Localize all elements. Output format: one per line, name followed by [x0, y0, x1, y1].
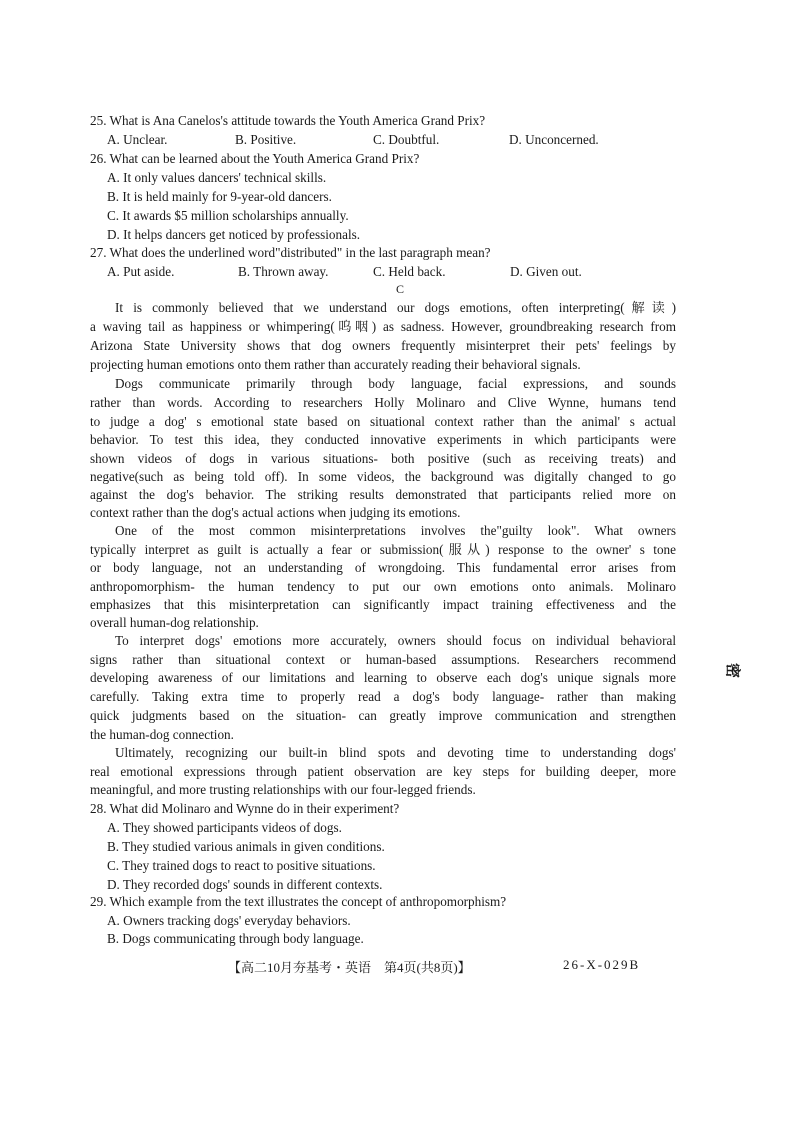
question-26-option-c[interactable]: C. It awards $5 million scholarships annually. — [107, 208, 349, 223]
question-28-option-d[interactable]: D. They recorded dogs' sounds in different contexts. — [107, 877, 383, 892]
passage-line: Arizona State University shows that dog owners frequently misinterpret their pets' feelings by — [90, 338, 676, 353]
option-c[interactable]: C. Held back. — [373, 264, 446, 279]
passage-line: context rather than the dog's actual actions when judging its emotions. — [90, 505, 461, 520]
passage-line: overall human-dog relationship. — [90, 615, 259, 630]
option-b[interactable]: B. Positive. — [235, 132, 297, 147]
question-28-option-b[interactable]: B. They studied various animals in given conditions. — [107, 839, 385, 854]
option-c[interactable]: C. Doubtful. — [373, 132, 440, 147]
passage-line: Ultimately, recognizing our built-in blind spots and devoting time to understanding dogs' — [115, 745, 676, 760]
passage-line: the human-dog connection. — [90, 727, 234, 742]
question-25-stem: 25. What is Ana Canelos's attitude towards the Youth America Grand Prix? — [90, 113, 486, 128]
passage-line: to judge a dog' s emotional state based on situational context rather than the animal' s actual — [90, 414, 676, 429]
passage-line: signs rather than situational context or human-based assumptions. Researchers recommend — [90, 652, 676, 667]
passage-line: against the dog's behavior. The striking results demonstrated that participants relied more on — [90, 487, 676, 502]
passage-line: real emotional expressions through patient observation are key steps for building deeper, more — [90, 764, 676, 779]
margin-seal-mark: 密 — [724, 663, 740, 679]
passage-line: quick judgments based on the situation- can greatly improve communication and strengthen — [90, 708, 676, 723]
passage-line: typically interpret as guilt is actually a fear or submission(服从) response to the owner' s tone — [90, 542, 676, 557]
passage-line: It is commonly believed that we understand our dogs emotions, often interpreting(解读) — [115, 300, 676, 315]
passage-line: shown videos of dogs in various situations- both positive (such as receiving treats) and — [90, 451, 676, 466]
passage-line: a waving tail as happiness or whimpering(呜咽) as sadness. However, groundbreaking research from — [90, 319, 676, 334]
option-d[interactable]: D. Given out. — [510, 264, 582, 279]
option-d[interactable]: D. Unconcerned. — [509, 132, 599, 147]
passage-line: rather than words. According to researchers Holly Molinaro and Clive Wynne, humans tend — [90, 395, 676, 410]
passage-line: emphasizes that this misinterpretation can significantly impact training effectiveness and the — [90, 597, 676, 612]
passage-line: To interpret dogs' emotions more accurately, owners should focus on individual behavioral — [115, 633, 676, 648]
passage-line: developing awareness of our limitations and learning to observe each dog's unique signals more — [90, 670, 676, 685]
question-27-stem: 27. What does the underlined word"distributed" in the last paragraph mean? — [90, 245, 491, 260]
passage-line: Dogs communicate primarily through body language, facial expressions, and sounds — [115, 376, 676, 391]
passage-line: behavior. To test this idea, they conducted innovative experiments in which participants were — [90, 432, 676, 447]
passage-line: carefully. Taking extra time to properly read a dog's body language- rather than making — [90, 689, 676, 704]
passage-line: projecting human emotions onto them rather than accurately reading their behavioral signals. — [90, 357, 581, 372]
question-26-option-b[interactable]: B. It is held mainly for 9-year-old dancers. — [107, 189, 332, 204]
footer-code: 26-X-029B — [563, 957, 641, 972]
passage-line: meaningful, and more trusting relationships with our four-legged friends. — [90, 782, 476, 797]
question-29-stem: 29. Which example from the text illustrates the concept of anthropomorphism? — [90, 894, 507, 909]
question-29-option-a[interactable]: A. Owners tracking dogs' everyday behaviors. — [107, 913, 351, 928]
passage-line: One of the most common misinterpretations involves the"guilty look". What owners — [115, 523, 676, 538]
question-26-option-a[interactable]: A. It only values dancers' technical skills. — [107, 170, 327, 185]
passage-line: anthropomorphism- the human tendency to put our own emotions onto animals. Molinaro — [90, 579, 676, 594]
question-29-option-b[interactable]: B. Dogs communicating through body language. — [107, 931, 364, 946]
passage-line: or body language, not an understanding of wrongdoing. This fundamental error arises from — [90, 560, 676, 575]
question-28-option-a[interactable]: A. They showed participants videos of dogs. — [107, 820, 342, 835]
section-letter: C — [395, 282, 404, 296]
question-26-option-d[interactable]: D. It helps dancers get noticed by professionals. — [107, 227, 361, 242]
question-28-stem: 28. What did Molinaro and Wynne do in their experiment? — [90, 801, 400, 816]
question-26-stem: 26. What can be learned about the Youth America Grand Prix? — [90, 151, 420, 166]
footer-title: 【高二10月夯基考・英语 第4页(共8页)】 — [228, 960, 471, 975]
option-a[interactable]: A. Unclear. — [107, 132, 168, 147]
question-28-option-c[interactable]: C. They trained dogs to react to positive situations. — [107, 858, 376, 873]
option-a[interactable]: A. Put aside. — [107, 264, 175, 279]
passage-line: negative(such as being told off). In some videos, the background was digitally changed to go — [90, 469, 676, 484]
option-b[interactable]: B. Thrown away. — [238, 264, 329, 279]
